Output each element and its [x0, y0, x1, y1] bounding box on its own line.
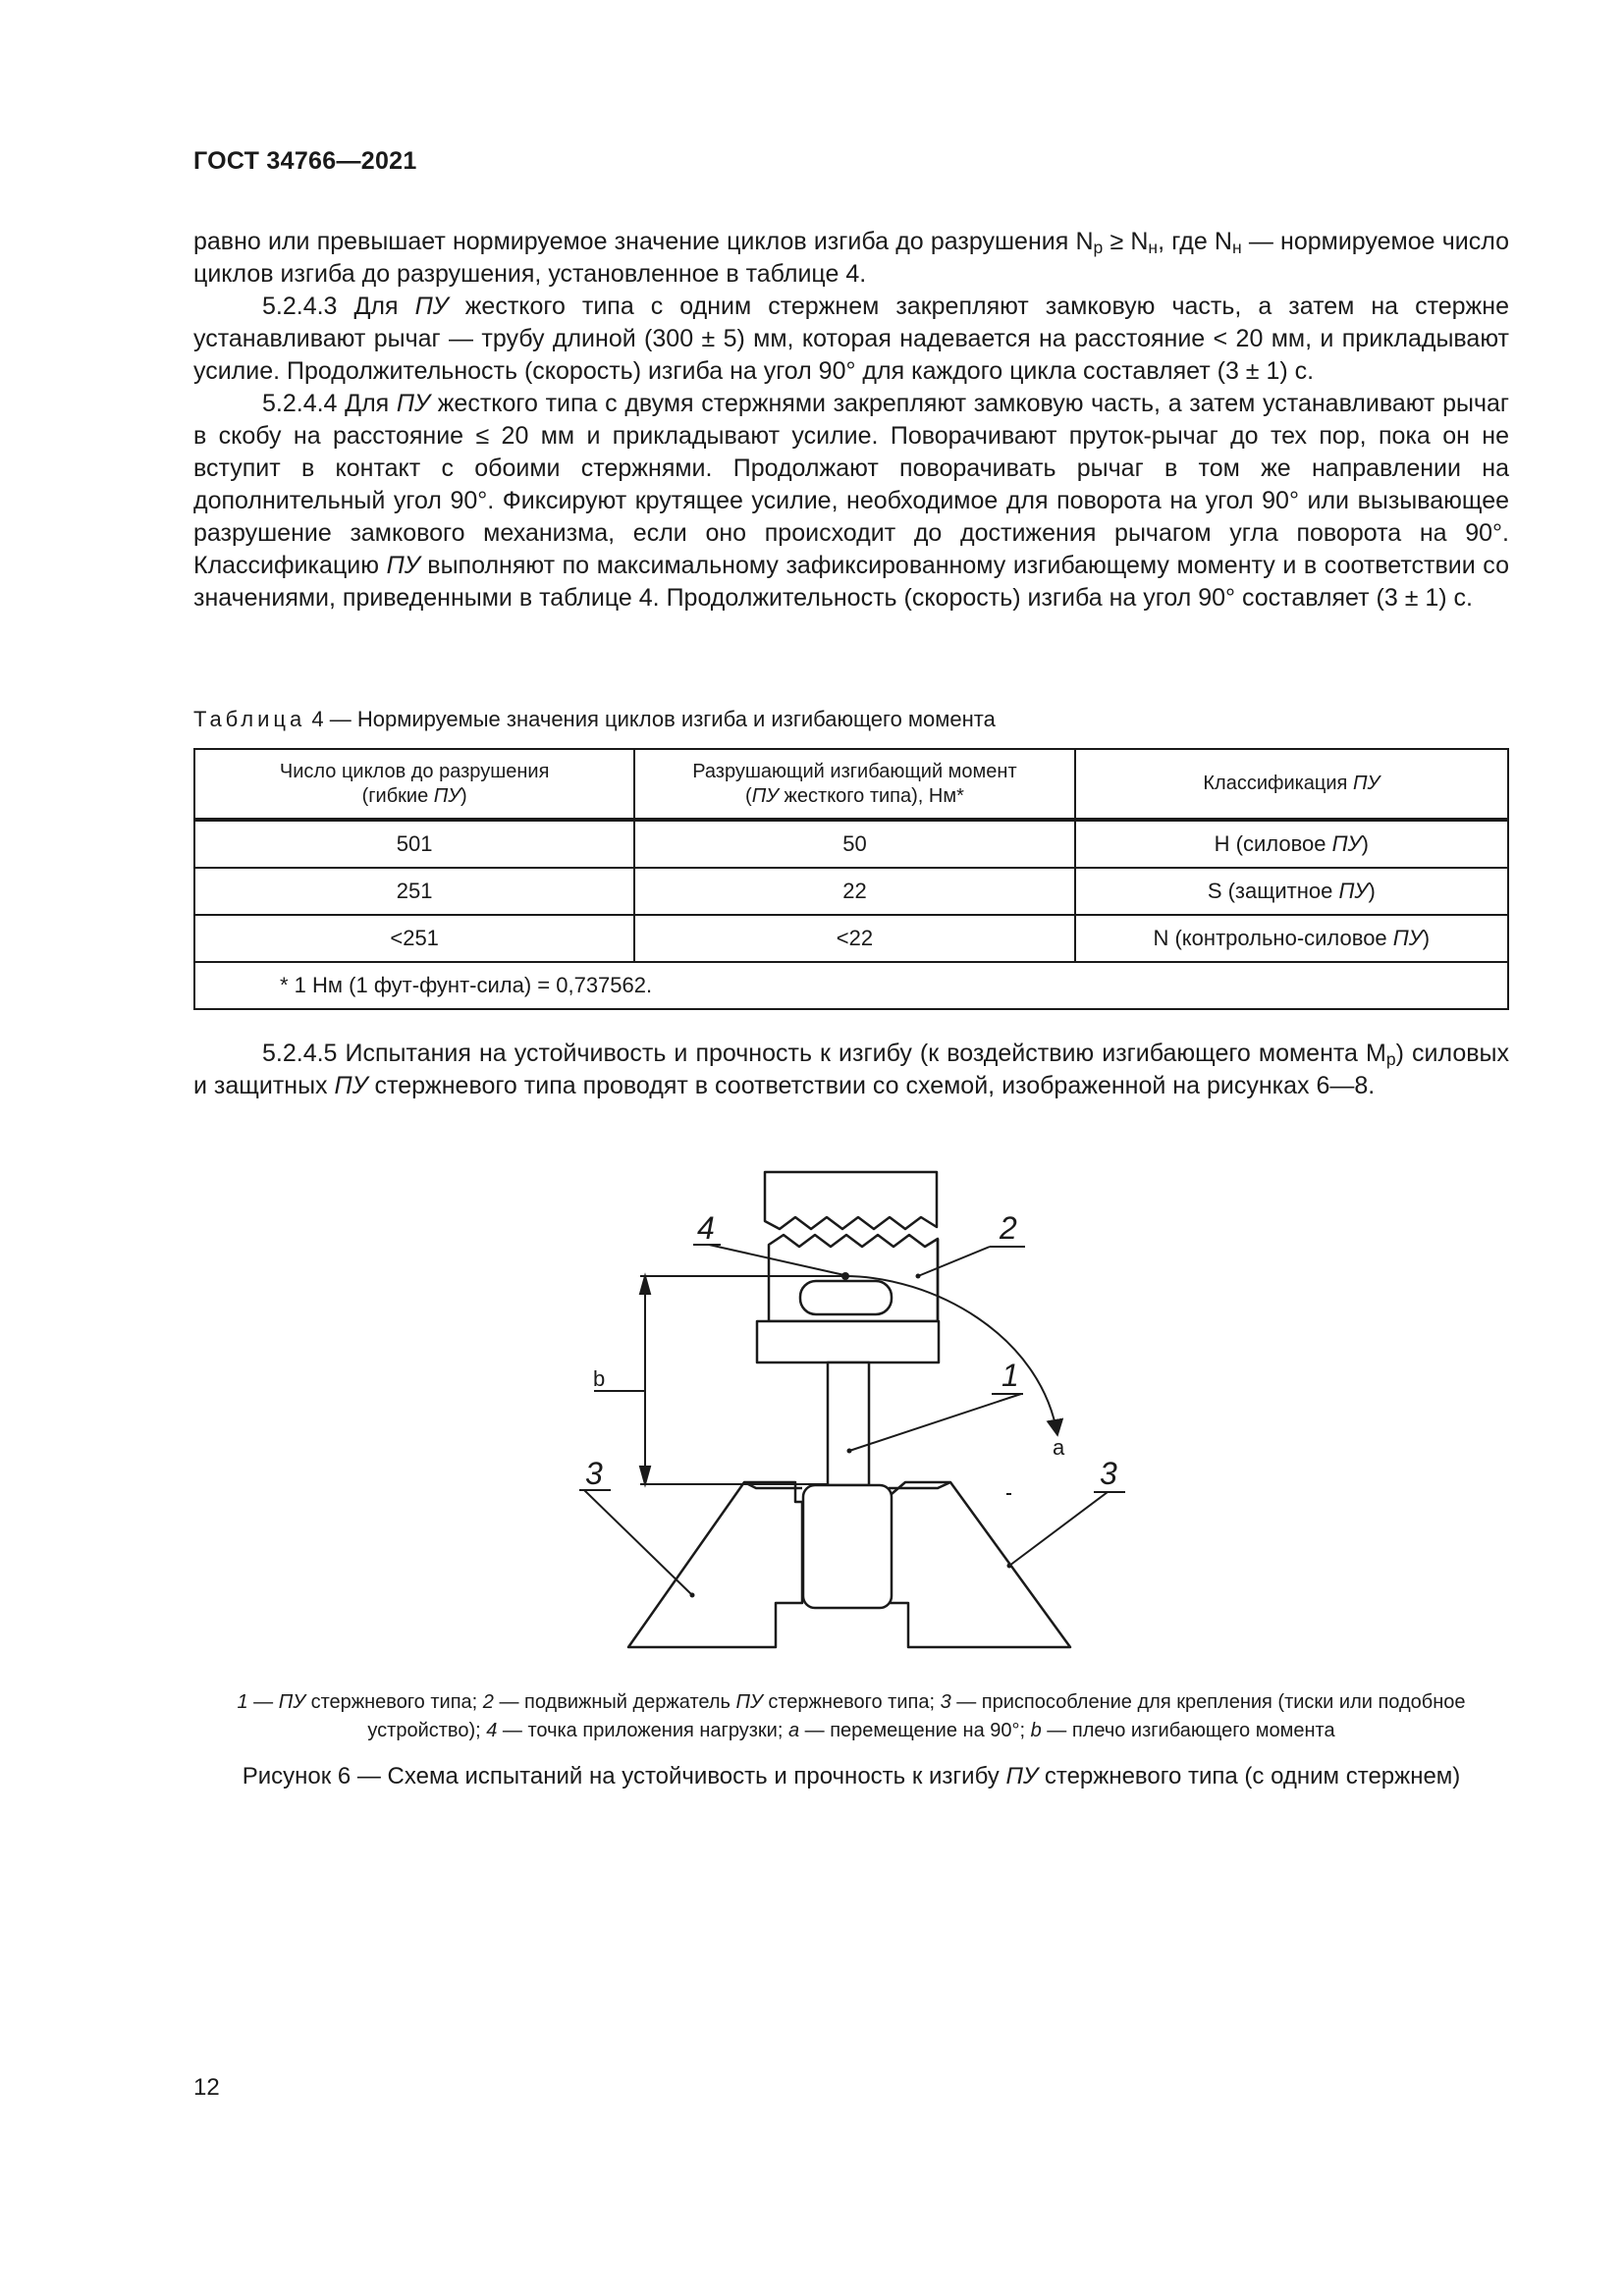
- label-a: a: [1053, 1435, 1065, 1460]
- table-4: [193, 748, 1509, 1010]
- cell-moment: 50: [634, 820, 1074, 868]
- table-note-row: [194, 962, 1508, 1009]
- label-1: 1: [1001, 1358, 1019, 1393]
- label-2: 2: [1000, 1210, 1017, 1246]
- fixture-left: [628, 1482, 802, 1647]
- figure-6-diagram: [550, 1158, 1159, 1669]
- cell-class: H (силовое ПУ): [1075, 820, 1508, 868]
- holder-slot: [800, 1281, 892, 1314]
- cell-class: S (защитное ПУ): [1075, 868, 1508, 915]
- table-row: [194, 868, 1508, 915]
- paragraph-continuation: равно или превышает нормируемое значение циклов изгиба до разрушения $N_р \ge N_н$, где $N_н$ — нормируемое число циклов изгиба до разрушения, установленное в таблице 4.: [193, 228, 1509, 288]
- label-3-left: 3: [585, 1456, 603, 1491]
- holder-upper-jaw: [765, 1172, 937, 1229]
- cell-cycles: 501: [194, 820, 634, 868]
- label-4: 4: [697, 1210, 715, 1246]
- page-number: 12: [193, 2074, 220, 2101]
- body-text: [193, 226, 1509, 614]
- document-header: ГОСТ 34766—2021: [193, 147, 417, 175]
- paragraph-5-2-4-4: 5.2.4.4 Для ПУ жесткого типа с двумя стержнями закрепляют замковую часть, а затем устанавливают рычаг в скобу на расстояние ≤ 20 мм и прикладывают усилие. Поворачивают пруток-рычаг до тех пор, пока он не вступит в контакт с обоими стержнями. Продолжают поворачивать рычаг в том же направлении на дополнительный угол 90°. Фиксируют крутящее усилие, необходимое для поворота на угол 90° или вызывающее разрушение замкового механизма, если оно происходит до достижения рычагом угла поворота на 90°. Классификацию ПУ выполняют по максимальному зафиксированному изгибающему моменту и в соответствии со значениями, приведенными в таблице 4. Продолжительность (скорость) изгиба на угол 90° составляет (3 ± 1) с.: [193, 390, 1509, 612]
- table-note: * 1 Нм (1 фут-фунт-сила) = 0,737562.: [194, 962, 1508, 1009]
- figure-caption: Рисунок 6 — Схема испытаний на устойчивость и прочность к изгибу ПУ стержневого типа (с одним стержнем): [242, 1763, 1461, 1789]
- cell-moment: 22: [634, 868, 1074, 915]
- lock-body: [803, 1485, 892, 1608]
- table-row: [194, 915, 1508, 962]
- cell-class: N (контрольно-силовое ПУ): [1075, 915, 1508, 962]
- cell-cycles: <251: [194, 915, 634, 962]
- paragraph-5-2-4-5: 5.2.4.5 Испытания на устойчивость и прочность к изгибу (к воздействию изгибающего момента $M_p$) силовых и защитных ПУ стержневого типа проводят в соответствии со схемой, изображенной на рисунках 6—8.: [193, 1040, 1509, 1099]
- paragraph-5-2-4-3: 5.2.4.3 Для ПУ жесткого типа с одним стержнем закрепляют замковую часть, а затем на стержне устанавливают рычаг — трубу длиной (300 ± 5) мм, которая надевается на расстояние < 20 мм, и прикладывают усилие. Продолжительность (скорость) изгиба на угол 90° для каждого цикла составляет (3 ± 1) с.: [193, 293, 1509, 385]
- fixture-right: [886, 1482, 1070, 1647]
- holder-base-plate: [757, 1321, 939, 1362]
- table-row: [194, 820, 1508, 868]
- figure-legend: 1 — ПУ стержневого типа; 2 — подвижный держатель ПУ стержневого типа; 3 — приспособление для крепления (тиски или подобное устройство); 4 — точка приложения нагрузки; a — перемещение на 90°; b — плечо изгибающего момента: [237, 1691, 1466, 1741]
- cell-cycles: 251: [194, 868, 634, 915]
- table-header-row: [194, 749, 1508, 820]
- header-moment: Разрушающий изгибающий момент (ПУ жесткого типа), Нм*: [634, 749, 1074, 820]
- rod: [828, 1362, 869, 1485]
- label-3-right: 3: [1100, 1456, 1117, 1491]
- cell-moment: <22: [634, 915, 1074, 962]
- header-classification: Классификация ПУ: [1075, 749, 1508, 820]
- header-cycles: Число циклов до разрушения (гибкие ПУ): [194, 749, 634, 820]
- label-b: b: [593, 1366, 606, 1391]
- table-caption: Таблица 4 — Нормируемые значения циклов изгиба и изгибающего момента: [193, 707, 996, 731]
- load-point-dot: [841, 1272, 849, 1280]
